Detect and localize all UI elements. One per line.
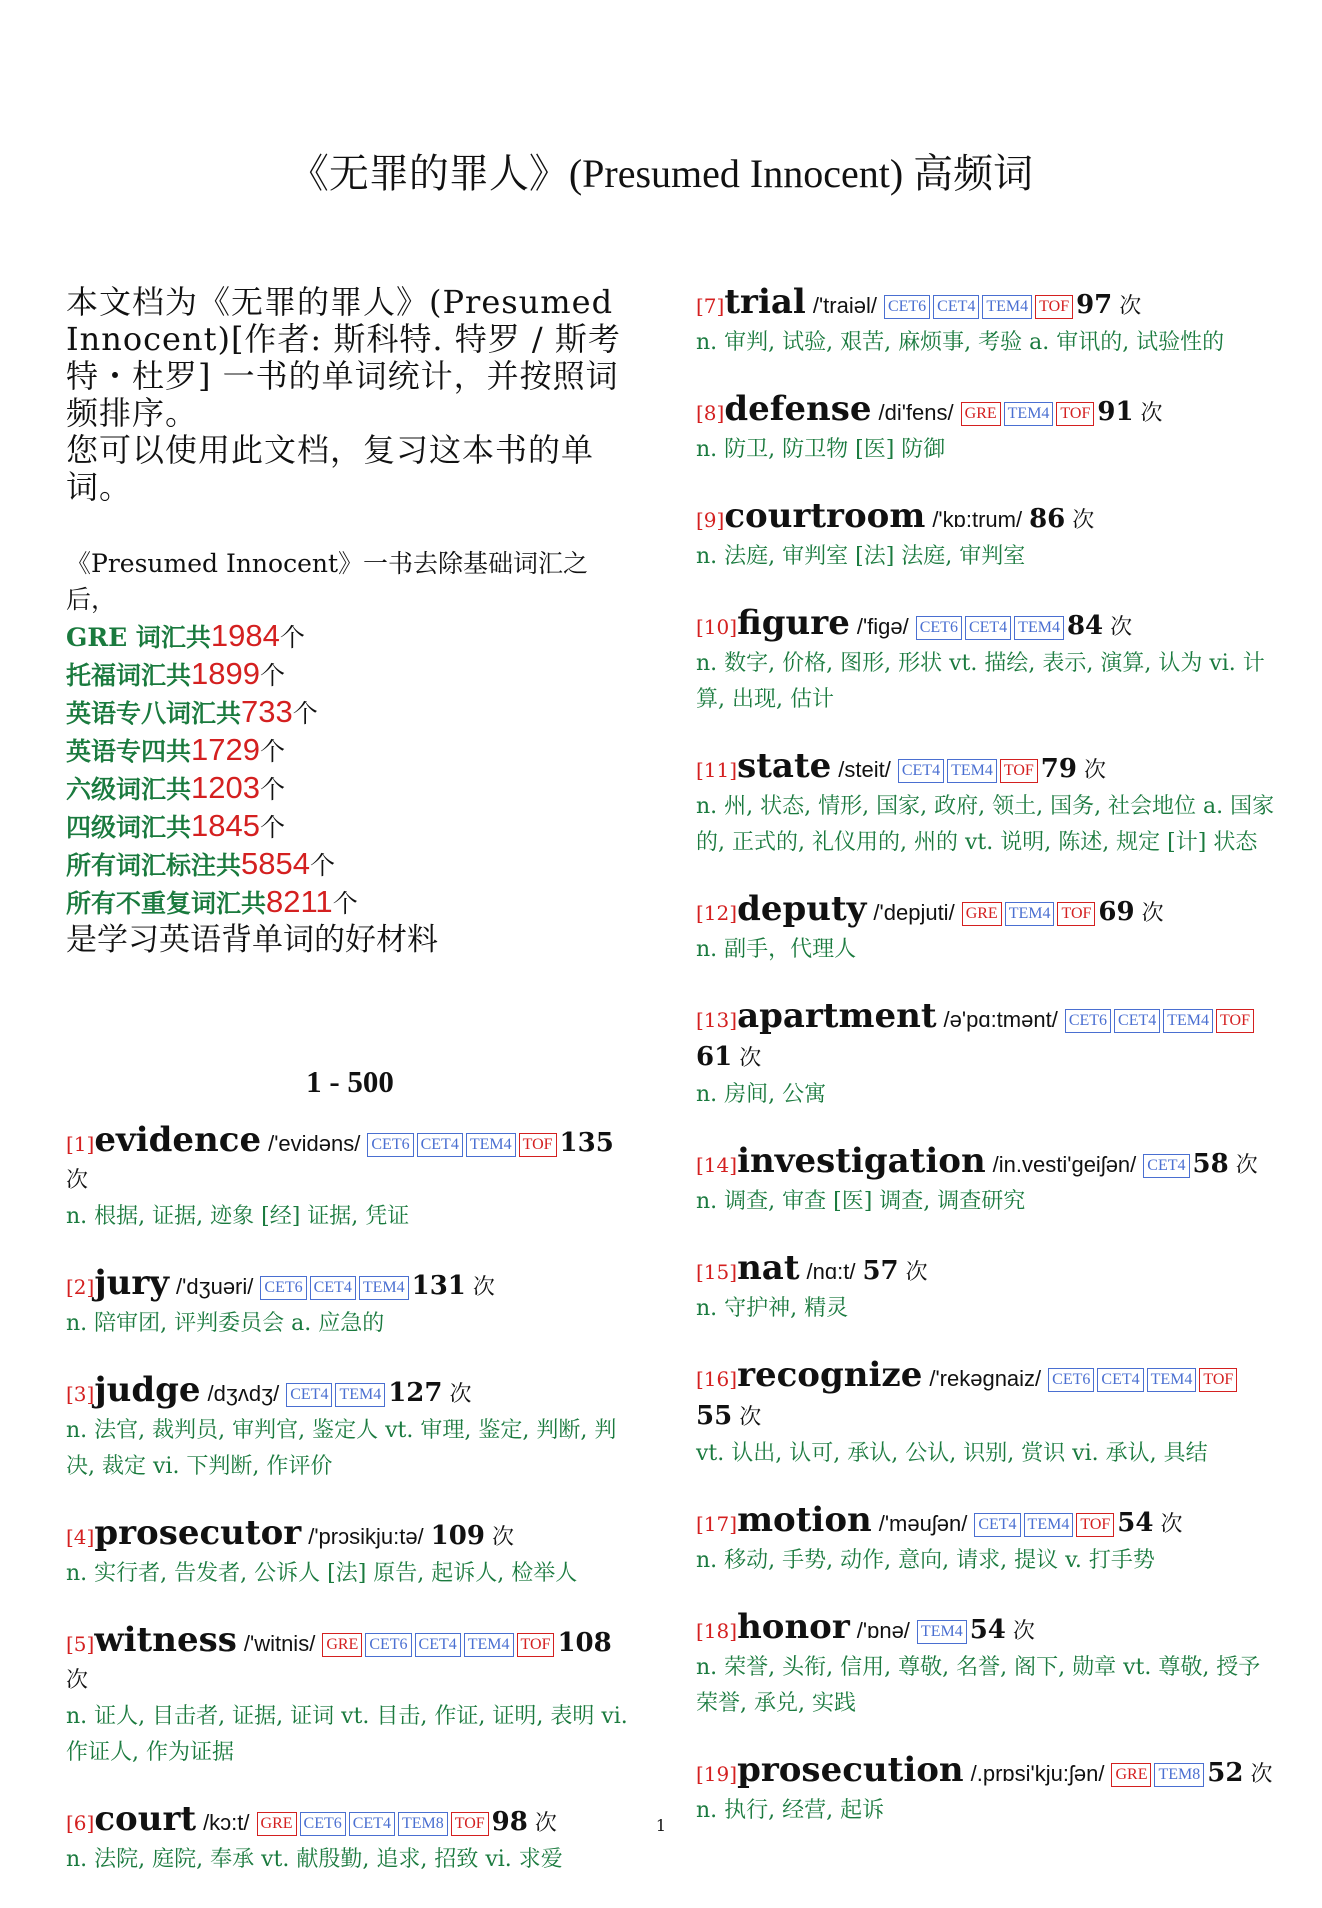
- times-label: 次: [1119, 294, 1142, 319]
- exam-tag: CET4: [286, 1383, 332, 1407]
- entry-word: investigation: [737, 1141, 986, 1181]
- stat-count: 5854: [241, 846, 310, 881]
- entry-definition: n. 法院, 庭院, 奉承 vt. 献殷勤, 追求, 招致 vi. 求爱: [66, 1847, 563, 1872]
- stat-count: 8211: [266, 884, 333, 919]
- exam-tag: TEM4: [335, 1383, 385, 1407]
- entry-frequency: 69: [1098, 897, 1135, 927]
- entry-frequency: 52: [1207, 1758, 1244, 1788]
- exam-tag: TOF: [1000, 759, 1038, 783]
- times-label: 次: [905, 1260, 928, 1285]
- entry-word: trial: [724, 282, 806, 322]
- exam-tag: CET6: [365, 1633, 411, 1657]
- entry-word: deputy: [737, 889, 867, 929]
- entry-frequency: 57: [862, 1256, 899, 1286]
- exam-tag: TEM4: [1163, 1009, 1213, 1033]
- entry-frequency: 109: [430, 1521, 485, 1551]
- entry-index: [1]: [66, 1132, 95, 1156]
- entry-definition: n. 移动, 手势, 动作, 意向, 请求, 提议 v. 打手势: [696, 1548, 1155, 1573]
- entry-phonetic: /'evidəns/: [268, 1131, 361, 1156]
- exam-tag: TOF: [519, 1133, 557, 1157]
- times-label: 次: [739, 1405, 762, 1430]
- entry-head: [696, 998, 1276, 1077]
- stat-unit: 个: [332, 889, 358, 918]
- stat-unit: 个: [259, 661, 285, 690]
- intro-paragraph: 本文档为《无罪的罪人》(Presumed Innocent)[作者: 斯科特. 特罗 / 斯考特・杜罗] 一书的单词统计，并按照词频排序。: [66, 283, 621, 432]
- entry-index: [12]: [696, 901, 738, 925]
- exam-tag: GRE: [322, 1633, 362, 1657]
- exam-tag: TEM8: [1154, 1763, 1204, 1787]
- entry-index: [16]: [696, 1367, 738, 1391]
- entry-phonetic: /'kɒ:trum/: [932, 507, 1023, 532]
- intro-paragraph: 您可以使用此文档，复习这本书的单词。: [66, 431, 595, 506]
- entry-definition: n. 调查, 审查 [医] 调查, 调查研究: [696, 1189, 1026, 1214]
- entry-head: [696, 748, 1276, 789]
- entry-index: [18]: [696, 1619, 738, 1643]
- entry-frequency: 135: [559, 1128, 614, 1158]
- exam-tag: CET4: [310, 1276, 356, 1300]
- entry-index: [3]: [66, 1382, 95, 1406]
- exam-tag: TOF: [1216, 1009, 1254, 1033]
- exam-tag: CET6: [367, 1133, 413, 1157]
- times-label: 次: [1250, 1762, 1273, 1787]
- entry-word: prosecutor: [94, 1513, 302, 1553]
- exam-tag: TOF: [1035, 295, 1073, 319]
- word-entry: [696, 284, 1276, 361]
- entry-word: courtroom: [724, 496, 926, 536]
- stats-list: [66, 618, 634, 922]
- entry-frequency: 91: [1097, 397, 1134, 427]
- exam-tag: TEM4: [1147, 1368, 1197, 1392]
- stat-unit: 个: [259, 813, 285, 842]
- entry-word: nat: [737, 1248, 800, 1288]
- entry-definition: n. 数字, 价格, 图形, 形状 vt. 描绘, 表示, 演算, 认为 vi. 计算, 出现, 估计: [696, 651, 1265, 712]
- stat-count: 1729: [191, 732, 260, 767]
- exam-tag: TEM4: [359, 1276, 409, 1300]
- entry-phonetic: /steit/: [838, 757, 891, 782]
- stat-unit: 个: [309, 851, 335, 880]
- entry-frequency: 79: [1040, 754, 1077, 784]
- stat-unit: 个: [259, 737, 285, 766]
- entry-definition: vt. 认出, 认可, 承认, 公认, 识别, 赏识 vi. 承认, 具结: [696, 1441, 1208, 1466]
- entry-word: evidence: [94, 1120, 262, 1160]
- times-label: 次: [66, 1168, 89, 1193]
- stat-line: [66, 656, 634, 694]
- times-label: 次: [1012, 1619, 1035, 1644]
- exam-tag: GRE: [257, 1812, 297, 1836]
- stat-label: 六级词汇共: [66, 775, 192, 804]
- entry-phonetic: /'witnis/: [243, 1631, 316, 1656]
- word-entry: [696, 391, 1276, 468]
- entry-frequency: 108: [557, 1628, 612, 1658]
- entry-index: [14]: [696, 1153, 738, 1177]
- stats-block: [66, 546, 634, 958]
- entry-word: apartment: [737, 996, 937, 1036]
- entry-index: [6]: [66, 1811, 95, 1835]
- entry-head: [696, 1250, 1276, 1291]
- entry-frequency: 54: [969, 1615, 1006, 1645]
- exam-tag: TEM4: [947, 759, 997, 783]
- entry-phonetic: /'traiəl/: [812, 293, 877, 318]
- entry-head: [696, 1143, 1276, 1184]
- entry-definition: n. 防卫, 防卫物 [医] 防御: [696, 437, 946, 462]
- entry-word: honor: [737, 1607, 850, 1647]
- entry-phonetic: /'məuʃən/: [878, 1511, 968, 1536]
- word-entry: [66, 1372, 634, 1485]
- entry-frequency: 84: [1066, 611, 1104, 641]
- stat-count: 1203: [191, 770, 260, 805]
- entry-frequency: 86: [1029, 504, 1066, 534]
- exam-tag: CET4: [349, 1812, 395, 1836]
- stat-line: [66, 884, 634, 922]
- entry-head: [696, 284, 1276, 325]
- entry-index: [19]: [696, 1762, 738, 1786]
- exam-tag: TEM4: [466, 1133, 516, 1157]
- exam-tag: CET4: [415, 1633, 461, 1657]
- entry-index: [15]: [696, 1260, 738, 1284]
- word-entry: [696, 998, 1276, 1113]
- stat-unit: 个: [259, 775, 285, 804]
- word-entry: [696, 1143, 1276, 1220]
- entry-phonetic: /'figə/: [856, 614, 909, 639]
- closing-text: 是学习英语背单词的好材料: [66, 922, 438, 958]
- entry-definition: n. 荣誉, 头衔, 信用, 尊敬, 名誉, 阁下, 勋章 vt. 尊敬, 授予荣誉, 承兑, 实践: [696, 1655, 1261, 1716]
- exam-tag: CET4: [1143, 1154, 1189, 1178]
- intro-text: [66, 284, 634, 506]
- entry-definition: n. 执行, 经营, 起诉: [696, 1798, 885, 1823]
- exam-tag: CET6: [1048, 1368, 1094, 1392]
- entry-index: [10]: [696, 615, 738, 639]
- word-entry: [66, 1622, 634, 1771]
- times-label: 次: [491, 1525, 514, 1550]
- exam-tag: GRE: [961, 402, 1001, 426]
- entry-head: [696, 891, 1276, 932]
- entry-index: [2]: [66, 1275, 95, 1299]
- entry-word: figure: [737, 603, 850, 643]
- entry-frequency: 58: [1192, 1149, 1229, 1179]
- entry-phonetic: /'dʒuəri/: [176, 1274, 254, 1299]
- word-entry: [66, 1122, 634, 1235]
- entry-index: [13]: [696, 1008, 738, 1032]
- entry-index: [5]: [66, 1632, 95, 1656]
- entry-word: court: [94, 1799, 197, 1839]
- word-entry: [696, 748, 1276, 861]
- entry-word: state: [737, 746, 832, 786]
- stat-label: 英语专八词汇共: [66, 699, 242, 728]
- entry-definition: n. 证人, 目击者, 证据, 证词 vt. 目击, 作证, 证明, 表明 vi. 作证人, 作为证据: [66, 1704, 628, 1765]
- exam-tag: TOF: [1056, 402, 1094, 426]
- stat-label: 所有不重复词汇共: [66, 889, 267, 918]
- stat-label: 托福词汇共: [66, 661, 192, 690]
- exam-tag: CET4: [965, 616, 1011, 640]
- stat-line: [66, 732, 634, 770]
- exam-tag: TEM4: [1024, 1513, 1074, 1537]
- entry-word: motion: [737, 1500, 872, 1540]
- entry-definition: n. 法庭, 审判室 [法] 法庭, 审判室: [696, 544, 1026, 569]
- exam-tag: CET6: [260, 1276, 306, 1300]
- word-entry: [66, 1265, 634, 1342]
- word-entry: [696, 605, 1276, 718]
- exam-tag: TEM4: [464, 1633, 514, 1657]
- left-column: [66, 284, 634, 1908]
- exam-tag: CET6: [1065, 1009, 1111, 1033]
- entry-phonetic: /ə'pɑ:tmənt/: [943, 1007, 1058, 1032]
- exam-tag: TEM4: [1005, 902, 1055, 926]
- exam-tag: CET4: [974, 1513, 1020, 1537]
- entry-frequency: 98: [491, 1807, 528, 1837]
- entry-word: prosecution: [737, 1750, 964, 1790]
- stat-line: [66, 618, 634, 656]
- word-entry: [66, 1801, 634, 1878]
- times-label: 次: [1235, 1153, 1258, 1178]
- times-label: 次: [449, 1382, 472, 1407]
- exam-tag: TOF: [1057, 902, 1095, 926]
- times-label: 次: [472, 1275, 495, 1300]
- entry-phonetic: /'rekəgnaiz/: [929, 1366, 1042, 1391]
- exam-tag: CET6: [884, 295, 930, 319]
- entry-index: [9]: [696, 508, 725, 532]
- entry-word: jury: [94, 1263, 170, 1303]
- entry-frequency: 131: [411, 1271, 466, 1301]
- entry-index: [11]: [696, 758, 738, 782]
- entry-head: [696, 1752, 1276, 1793]
- entry-phonetic: /'ɒnə/: [856, 1618, 910, 1643]
- entry-definition: n. 州, 状态, 情形, 国家, 政府, 领土, 国务, 社会地位 a. 国家的, 正式的, 礼仪用的, 州的 vt. 说明, 陈述, 规定 [计] 状态: [696, 794, 1275, 855]
- exam-tag: TEM8: [398, 1812, 448, 1836]
- times-label: 次: [739, 1046, 762, 1071]
- exam-tag: TEM4: [1004, 402, 1054, 426]
- entry-frequency: 61: [696, 1042, 733, 1072]
- stat-label: 所有词汇标注共: [66, 851, 242, 880]
- entry-definition: n. 陪审团, 评判委员会 a. 应急的: [66, 1311, 385, 1336]
- entry-index: [8]: [696, 401, 725, 425]
- word-entry: [696, 1357, 1276, 1472]
- word-entry: [696, 498, 1276, 575]
- word-entry: [696, 1609, 1276, 1722]
- entry-frequency: 127: [388, 1378, 443, 1408]
- entry-definition: n. 法官, 裁判员, 审判官, 鉴定人 vt. 审理, 鉴定, 判断, 判决, 裁定 vi. 下判断, 作评价: [66, 1418, 617, 1479]
- entry-definition: n. 根据, 证据, 迹象 [经] 证据, 凭证: [66, 1204, 410, 1229]
- exam-tag: TOF: [1199, 1368, 1237, 1392]
- times-label: 次: [534, 1811, 557, 1836]
- stat-unit: 个: [292, 699, 318, 728]
- exam-tag: TOF: [451, 1812, 489, 1836]
- word-entry: [696, 1502, 1276, 1579]
- page-number: 1: [655, 1816, 667, 1835]
- exam-tag: CET4: [898, 759, 944, 783]
- entry-index: [17]: [696, 1512, 738, 1536]
- word-entry: [66, 1515, 634, 1592]
- exam-tag: GRE: [962, 902, 1002, 926]
- entry-word: recognize: [737, 1355, 923, 1395]
- entry-head: [66, 1515, 634, 1556]
- exam-tag: TEM4: [982, 295, 1032, 319]
- entry-phonetic: /.prɒsi'kju:ʃən/: [970, 1761, 1105, 1786]
- entry-head: [696, 1609, 1276, 1650]
- stat-label: 四级词汇共: [66, 813, 192, 842]
- entry-head: [66, 1265, 634, 1306]
- entry-phonetic: /dʒʌdʒ/: [207, 1381, 280, 1406]
- entry-head: [696, 605, 1276, 646]
- stat-label: GRE 词汇共: [66, 623, 211, 652]
- exam-tag: TOF: [517, 1633, 555, 1657]
- entry-head: [696, 1357, 1276, 1436]
- stats-intro: 《Presumed Innocent》一书去除基础词汇之后，: [66, 549, 589, 614]
- exam-tag: CET6: [916, 616, 962, 640]
- entry-word: defense: [724, 389, 872, 429]
- exam-tag: GRE: [1111, 1763, 1151, 1787]
- entry-index: [4]: [66, 1525, 95, 1549]
- exam-tag: CET4: [1114, 1009, 1160, 1033]
- entry-word: witness: [94, 1620, 237, 1660]
- entry-phonetic: /in.vesti'geiʃən/: [992, 1152, 1137, 1177]
- entry-head: [696, 391, 1276, 432]
- stat-unit: 个: [279, 623, 305, 652]
- stat-label: 英语专四共: [66, 737, 192, 766]
- entry-phonetic: /di'fens/: [878, 400, 954, 425]
- exam-tag: TOF: [1076, 1513, 1114, 1537]
- entry-phonetic: /kɔ:t/: [203, 1810, 250, 1835]
- entry-head: [66, 1622, 634, 1699]
- times-label: 次: [1141, 901, 1164, 926]
- entry-frequency: 97: [1076, 290, 1113, 320]
- times-label: 次: [1160, 1512, 1183, 1537]
- entry-frequency: 55: [696, 1401, 733, 1431]
- entry-index: [7]: [696, 294, 725, 318]
- stat-count: 1845: [191, 808, 260, 843]
- entry-frequency: 54: [1117, 1508, 1154, 1538]
- times-label: 次: [66, 1668, 89, 1693]
- stat-line: [66, 770, 634, 808]
- word-entry: [696, 891, 1276, 968]
- entry-definition: n. 房间, 公寓: [696, 1082, 827, 1107]
- stat-count: 1899: [191, 656, 260, 691]
- entry-phonetic: /'depjuti/: [873, 900, 955, 925]
- entry-phonetic: /nɑ:t/: [806, 1259, 856, 1284]
- document-title: 《无罪的罪人》(Presumed Innocent) 高频词: [288, 151, 1034, 196]
- entry-definition: n. 副手，代理人: [696, 937, 857, 962]
- stat-count: 1984: [210, 618, 280, 653]
- times-label: 次: [1083, 758, 1106, 783]
- exam-tag: CET4: [417, 1133, 463, 1157]
- word-list-right: [696, 284, 1276, 1829]
- stat-count: 733: [241, 694, 293, 729]
- entry-word: judge: [94, 1370, 201, 1410]
- word-list-left: [66, 1122, 634, 1878]
- entry-phonetic: /'prɔsikju:tə/: [308, 1524, 424, 1549]
- times-label: 次: [1140, 401, 1163, 426]
- entry-head: [66, 1372, 634, 1413]
- stat-line: [66, 808, 634, 846]
- entry-head: [66, 1122, 634, 1199]
- entry-head: [696, 498, 1276, 539]
- exam-tag: TEM4: [917, 1620, 967, 1644]
- exam-tag: CET4: [1097, 1368, 1143, 1392]
- exam-tag: CET6: [300, 1812, 346, 1836]
- right-column: [696, 284, 1276, 1859]
- entry-definition: n. 守护神, 精灵: [696, 1296, 849, 1321]
- times-label: 次: [1072, 508, 1095, 533]
- entry-definition: n. 审判, 试验, 艰苦, 麻烦事, 考验 a. 审讯的, 试验性的: [696, 330, 1225, 355]
- exam-tag: CET4: [933, 295, 979, 319]
- entry-head: [696, 1502, 1276, 1543]
- entry-definition: n. 实行者, 告发者, 公诉人 [法] 原告, 起诉人, 检举人: [66, 1561, 578, 1586]
- range-heading: 1 - 500: [306, 1064, 394, 1099]
- stat-line: [66, 694, 634, 732]
- times-label: 次: [1110, 615, 1133, 640]
- word-entry: [696, 1250, 1276, 1327]
- stat-line: [66, 846, 634, 884]
- exam-tag: TEM4: [1014, 616, 1064, 640]
